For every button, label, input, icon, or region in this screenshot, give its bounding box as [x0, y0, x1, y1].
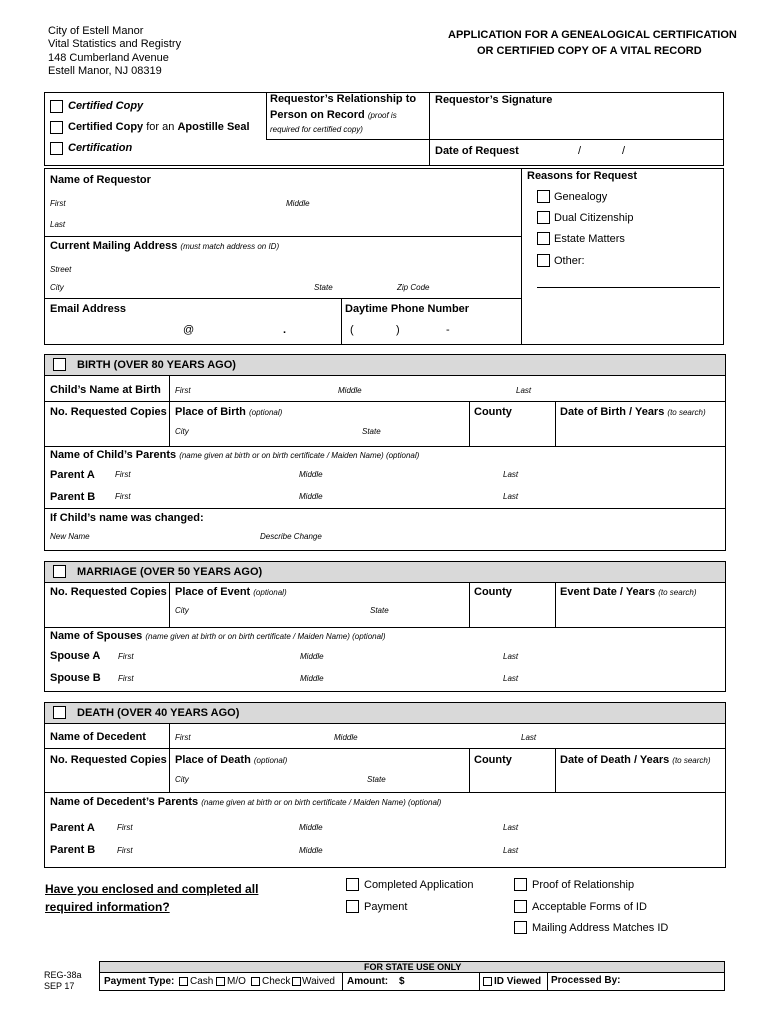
form-title-line2: OR CERTIFIED COPY OF A VITAL RECORD — [477, 45, 702, 57]
describe-change-label: Describe Change — [260, 532, 322, 541]
spouses-label: Name of Spouses (name given at birth or on birth certificate / Maiden Name) (optional) — [50, 630, 386, 642]
relationship-note: required for certified copy) — [270, 125, 363, 134]
name-changed-label: If Child’s name was changed: — [50, 512, 204, 524]
place-of-death-label: Place of Death (optional) — [175, 754, 288, 766]
processed-by-field[interactable] — [625, 973, 724, 990]
death-copies-label: No. Requested Copies — [50, 754, 167, 766]
date-of-death-label: Date of Death / Years (to search) — [560, 754, 711, 766]
completed-application-label: Completed Application — [364, 879, 474, 891]
name-change-field[interactable] — [46, 526, 725, 550]
place-of-death-field[interactable] — [171, 768, 468, 791]
death-parent-b-field[interactable] — [110, 840, 725, 864]
certification-label: Certification — [68, 142, 133, 154]
requestor-name-label: Name of Requestor — [50, 174, 151, 186]
mailing-address-field[interactable] — [80, 256, 520, 296]
certification-checkbox[interactable] — [50, 142, 63, 155]
form-date: SEP 17 — [44, 981, 75, 991]
office-street: 148 Cumberland Avenue — [48, 52, 169, 64]
birth-city-label: City — [175, 427, 189, 436]
amount-dollar: $ — [399, 976, 405, 987]
death-parent-a-last: Last — [503, 823, 519, 832]
marriage-copies-field[interactable] — [46, 600, 168, 626]
other-reason-line[interactable] — [537, 287, 720, 288]
date-of-birth-field[interactable] — [557, 420, 725, 445]
birth-header: BIRTH (OVER 80 YEARS AGO) — [77, 359, 236, 371]
marriage-state-label: State — [370, 606, 389, 615]
childs-name-label: Child’s Name at Birth — [50, 384, 161, 396]
death-state-label: State — [367, 775, 386, 784]
signature-label: Requestor’s Signature — [435, 94, 553, 106]
address-matches-checkbox[interactable] — [514, 921, 527, 934]
certified-copy-checkbox[interactable] — [50, 100, 63, 113]
street-label: Street — [50, 265, 72, 274]
requestor-first-label: First — [50, 199, 66, 208]
decedent-name-field[interactable] — [171, 725, 725, 747]
dual-citizenship-checkbox[interactable] — [537, 211, 550, 224]
certified-copy-label: Certified Copy — [68, 100, 144, 112]
form-id: REG-38a — [44, 970, 82, 980]
reasons-title: Reasons for Request — [527, 170, 638, 182]
spouse-b-field[interactable] — [110, 668, 725, 688]
parent-a-label: Parent A — [50, 469, 95, 481]
birth-county-label: County — [474, 406, 512, 418]
birth-checkbox[interactable] — [53, 358, 66, 371]
estate-matters-label: Estate Matters — [554, 233, 625, 245]
event-date-label: Event Date / Years (to search) — [560, 586, 697, 598]
decedent-parents-label: Name of Decedent’s Parents (name given at birth or on birth certificate / Maiden Name) (optional) — [50, 796, 442, 808]
death-copies-field[interactable] — [46, 768, 168, 791]
mo-label: M/O — [227, 976, 246, 987]
parent-b-middle: Middle — [299, 492, 323, 501]
waived-checkbox[interactable] — [292, 977, 301, 986]
childs-parents-label: Name of Child’s Parents (name given at birth or on birth certificate / Maiden Name) (optional) — [50, 449, 420, 461]
spouse-a-last: Last — [503, 652, 519, 661]
spouse-a-field[interactable] — [110, 646, 725, 666]
event-date-field[interactable] — [557, 600, 725, 626]
death-county-label: County — [474, 754, 512, 766]
amount-field[interactable] — [408, 973, 478, 990]
birth-state-label: State — [362, 427, 381, 436]
birth-copies-label: No. Requested Copies — [50, 406, 167, 418]
birth-middle-label: Middle — [338, 386, 362, 395]
processed-by-label: Processed By: — [551, 975, 621, 986]
spouse-a-middle: Middle — [300, 652, 324, 661]
dual-citizenship-label: Dual Citizenship — [554, 212, 634, 224]
spouse-a-first: First — [118, 652, 134, 661]
zip-label: Zip Code — [397, 283, 430, 292]
decedent-last: Last — [521, 733, 537, 742]
date-of-birth-label: Date of Birth / Years (to search) — [560, 406, 706, 418]
mo-checkbox[interactable] — [216, 977, 225, 986]
completed-application-checkbox[interactable] — [346, 878, 359, 891]
genealogy-checkbox[interactable] — [537, 190, 550, 203]
office-name: City of Estell Manor — [48, 25, 144, 37]
date-of-request-label: Date of Request — [435, 145, 519, 157]
checklist-question-2: required information? — [45, 900, 170, 914]
office-dept: Vital Statistics and Registry — [48, 38, 182, 50]
phone-dash: - — [446, 324, 450, 336]
place-of-event-field[interactable] — [171, 600, 468, 626]
genealogy-label: Genealogy — [554, 191, 608, 203]
death-county-field[interactable] — [471, 768, 554, 791]
marriage-county-field[interactable] — [471, 600, 554, 626]
death-city-label: City — [175, 775, 189, 784]
death-parent-a-field[interactable] — [110, 816, 725, 838]
proof-of-relationship-label: Proof of Relationship — [532, 879, 635, 891]
state-use-label: FOR STATE USE ONLY — [364, 962, 462, 972]
checklist-question-1: Have you enclosed and completed all — [45, 882, 259, 896]
apostille-label: Certified Copy for an Apostille Seal — [68, 121, 250, 133]
death-parent-a-label: Parent A — [50, 822, 95, 834]
apostille-checkbox[interactable] — [50, 121, 63, 134]
signature-field[interactable] — [430, 108, 724, 139]
phone-paren-close: ) — [396, 324, 400, 336]
form-title-line1: APPLICATION FOR A GENEALOGICAL CERTIFICATION — [448, 29, 737, 41]
cash-label: Cash — [190, 976, 214, 987]
requestor-name-field[interactable] — [80, 192, 520, 232]
death-parent-a-middle: Middle — [299, 823, 323, 832]
state-label: State — [314, 283, 333, 292]
relationship-label: Requestor’s Relationship to — [270, 93, 417, 105]
email-label: Email Address — [50, 303, 127, 315]
email-dot: . — [283, 324, 287, 336]
other-checkbox[interactable] — [537, 254, 550, 267]
phone-field[interactable] — [343, 318, 520, 344]
id-viewed-checkbox[interactable] — [483, 977, 492, 986]
spouse-a-label: Spouse A — [50, 650, 101, 662]
acceptable-id-checkbox[interactable] — [514, 900, 527, 913]
death-parent-b-label: Parent B — [50, 844, 96, 856]
place-of-birth-label: Place of Birth (optional) — [175, 406, 283, 418]
email-at: @ — [183, 324, 195, 336]
mailing-address-label: Current Mailing Address (must match address on ID) — [50, 240, 280, 252]
payment-checkbox[interactable] — [346, 900, 359, 913]
marriage-header: MARRIAGE (OVER 50 YEARS AGO) — [77, 566, 263, 578]
place-of-birth-field[interactable] — [171, 420, 468, 445]
phone-paren-open: ( — [350, 324, 354, 336]
parent-b-first: First — [115, 492, 131, 501]
phone-label: Daytime Phone Number — [345, 303, 470, 315]
marriage-county-label: County — [474, 586, 512, 598]
check-label: Check — [262, 976, 291, 987]
parent-a-field[interactable] — [105, 464, 725, 484]
payment-label: Payment — [364, 901, 408, 913]
waived-label: Waived — [302, 976, 335, 987]
death-parent-a-first: First — [117, 823, 133, 832]
death-parent-b-last: Last — [503, 846, 519, 855]
death-parent-b-middle: Middle — [299, 846, 323, 855]
marriage-checkbox[interactable] — [53, 565, 66, 578]
relationship-field[interactable] — [267, 139, 429, 166]
decedent-middle: Middle — [334, 733, 358, 742]
childs-name-field[interactable] — [171, 377, 725, 400]
birth-first-label: First — [175, 386, 191, 395]
new-name-label: New Name — [50, 532, 90, 541]
death-checkbox[interactable] — [53, 706, 66, 719]
relationship-label-2: Person on Record (proof is — [270, 109, 397, 121]
date-slash-2: / — [622, 145, 626, 157]
proof-of-relationship-checkbox[interactable] — [514, 878, 527, 891]
city-label: City — [50, 283, 64, 292]
spouse-b-first: First — [118, 674, 134, 683]
parent-b-field[interactable] — [105, 486, 725, 506]
estate-matters-checkbox[interactable] — [537, 232, 550, 245]
spouse-b-label: Spouse B — [50, 672, 101, 684]
check-checkbox[interactable] — [251, 977, 260, 986]
requestor-middle-label: Middle — [286, 199, 310, 208]
birth-last-label: Last — [516, 386, 532, 395]
death-header: DEATH (OVER 40 YEARS AGO) — [77, 707, 240, 719]
parent-b-last: Last — [503, 492, 519, 501]
id-viewed-label: ID Viewed — [494, 976, 542, 987]
spouse-b-last: Last — [503, 674, 519, 683]
date-of-death-field[interactable] — [557, 768, 725, 791]
birth-copies-field[interactable] — [46, 420, 168, 445]
place-of-event-label: Place of Event (optional) — [175, 586, 287, 598]
email-field[interactable] — [46, 318, 339, 344]
marriage-copies-label: No. Requested Copies — [50, 586, 167, 598]
office-city: Estell Manor, NJ 08319 — [48, 65, 162, 77]
parent-a-first: First — [115, 470, 131, 479]
amount-label: Amount: — [347, 976, 389, 987]
decedent-first: First — [175, 733, 191, 742]
requestor-last-label: Last — [50, 220, 66, 229]
cash-checkbox[interactable] — [179, 977, 188, 986]
parent-a-last: Last — [503, 470, 519, 479]
acceptable-id-label: Acceptable Forms of ID — [532, 901, 647, 913]
decedent-label: Name of Decedent — [50, 731, 146, 743]
death-parent-b-first: First — [117, 846, 133, 855]
birth-county-field[interactable] — [471, 420, 554, 445]
date-slash-1: / — [578, 145, 582, 157]
address-matches-label: Mailing Address Matches ID — [532, 922, 669, 934]
parent-a-middle: Middle — [299, 470, 323, 479]
marriage-city-label: City — [175, 606, 189, 615]
parent-b-label: Parent B — [50, 491, 96, 503]
spouse-b-middle: Middle — [300, 674, 324, 683]
payment-type-label: Payment Type: — [104, 976, 175, 987]
other-label: Other: — [554, 255, 585, 267]
